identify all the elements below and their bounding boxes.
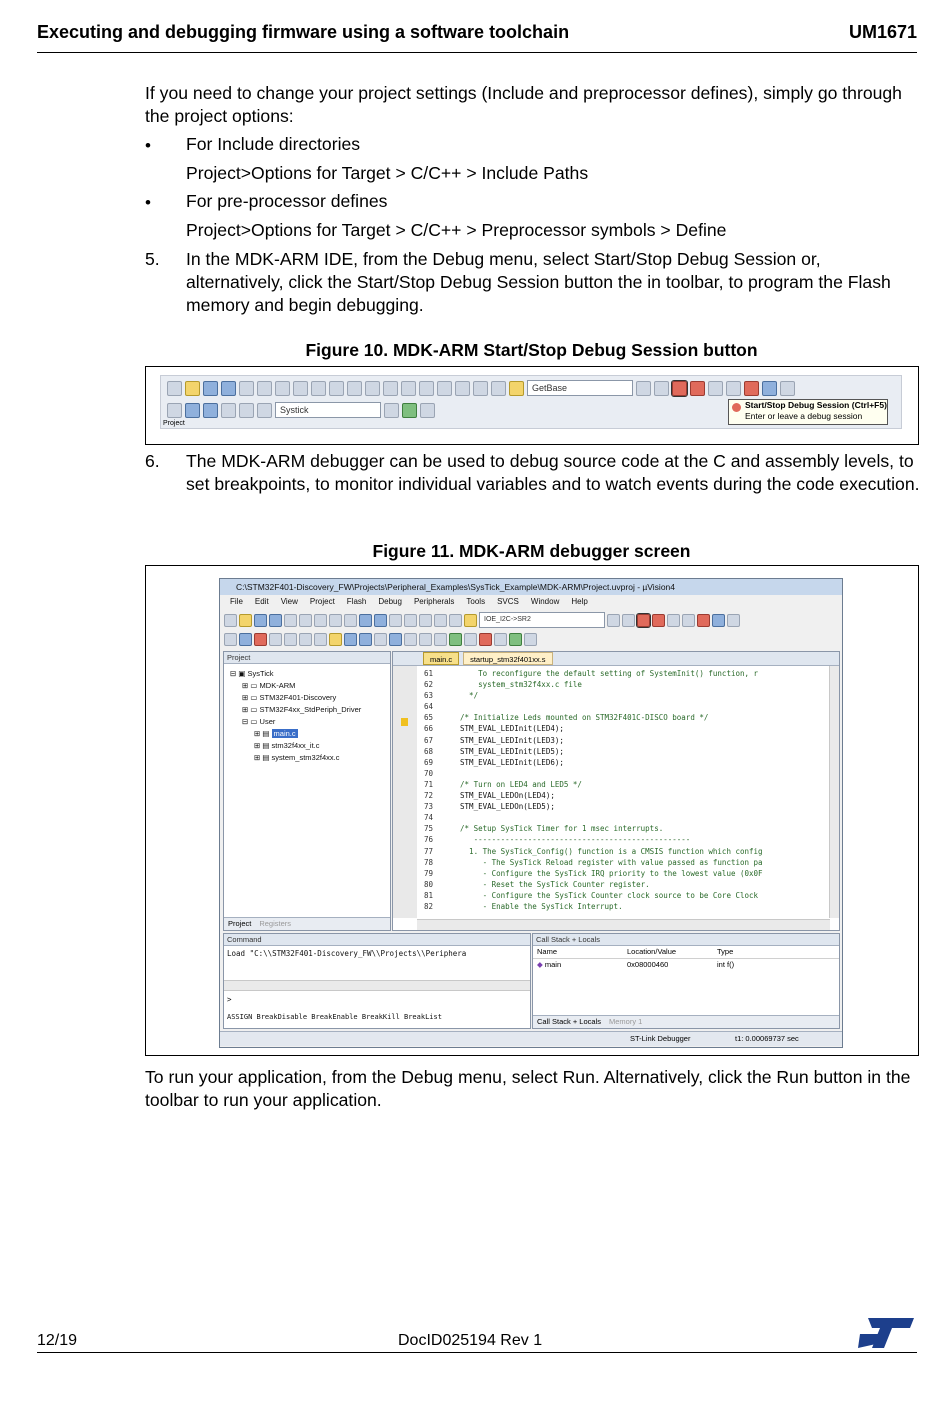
document-code: UM1671 (848, 22, 917, 42)
bookmark-prev-icon[interactable] (404, 614, 417, 627)
code-line: ------------------------------------------------ (451, 835, 691, 845)
menu-flash[interactable]: Flash (346, 597, 367, 606)
figure-11-frame (145, 565, 919, 1056)
step-5-text: In the MDK-ARM IDE, from the Debug menu, select Start/Stop Debug Session or, alternatively, click the Start/Stop Debug Session button the in toolbar, to program the Flash memory and begin debugging. (186, 249, 891, 315)
toolbox-icon[interactable] (509, 633, 522, 646)
menu-peripherals[interactable]: Peripherals (413, 597, 455, 606)
bookmark-next-icon[interactable] (401, 381, 416, 396)
line-number: 79 (423, 868, 433, 878)
line-number: 70 (423, 768, 433, 778)
run-icon[interactable] (239, 633, 252, 646)
call-stack-columns (533, 946, 839, 959)
tree-item-system-c[interactable]: ⊞ ▤ system_stm32f4xx.c (254, 753, 340, 762)
start-stop-debug-session-icon[interactable] (672, 381, 687, 396)
line-number: 66 (423, 724, 433, 734)
column-location-value[interactable]: Location/Value (627, 947, 677, 956)
save-icon[interactable] (203, 381, 218, 396)
call-stack-pane-header: Call Stack + Locals (533, 934, 839, 946)
editor-tab-main-c[interactable]: main.c (423, 652, 459, 665)
code-line: system_stm32f4xx.c file (451, 680, 582, 690)
editor-tabs (393, 652, 839, 666)
bullet-include-label: For Include directories (186, 134, 361, 154)
menu-view[interactable]: View (280, 597, 298, 606)
paste-icon[interactable] (314, 614, 327, 627)
line-number: 62 (423, 680, 433, 690)
column-name[interactable]: Name (537, 947, 558, 956)
line-number: 76 (423, 835, 433, 845)
disassembly-window-icon[interactable] (359, 633, 372, 646)
debug-icon (732, 403, 741, 412)
line-number: 72 (423, 791, 433, 801)
tab-registers[interactable]: Registers (259, 919, 292, 928)
line-number: 67 (423, 735, 433, 745)
code-line: /* Setup SysTick Timer for 1 msec interrupts. (451, 824, 664, 834)
trace-window-icon[interactable] (479, 633, 492, 646)
kill-breakpoints-icon[interactable] (726, 381, 741, 396)
editor-scrollbar[interactable] (829, 666, 839, 918)
line-number: 81 (423, 890, 433, 900)
open-file-icon[interactable] (239, 614, 252, 627)
code-line: - Configure the SysTick Counter clock source to be Core Clock (451, 890, 759, 900)
code-line: 1. The SysTick_Config() function is a CMSIS function which config (451, 846, 763, 856)
editor-pane (392, 651, 840, 931)
watch-window-icon[interactable] (419, 633, 432, 646)
code-line: To reconfigure the default setting of SystemInit() function, r (451, 669, 759, 678)
current-line-arrow-icon (401, 718, 408, 726)
code-line: STM_EVAL_LEDOn(LED4); (451, 791, 555, 801)
step-icon[interactable] (269, 633, 282, 646)
toolbar-row-2 (167, 400, 435, 420)
step-number: 5. (145, 249, 160, 269)
find-combo[interactable]: GetBase (527, 380, 633, 396)
batch-build-icon[interactable] (221, 403, 236, 418)
line-number: 77 (423, 846, 433, 856)
tooltip-description: Enter or leave a debug session (745, 411, 863, 421)
window-titlebar (220, 579, 842, 595)
menu-tools[interactable]: Tools (466, 597, 486, 606)
unindent-icon[interactable] (449, 614, 462, 627)
line-number: 69 (423, 757, 433, 767)
menu-window[interactable]: Window (530, 597, 560, 606)
cut-icon[interactable] (239, 381, 254, 396)
nav-back-icon[interactable] (359, 614, 372, 627)
nav-forward-icon[interactable] (374, 614, 387, 627)
new-file-icon[interactable] (167, 381, 182, 396)
memory-window-icon[interactable] (434, 633, 447, 646)
save-all-icon[interactable] (221, 381, 236, 396)
breakpoint-icon[interactable] (652, 614, 665, 627)
menu-svcs[interactable]: SVCS (497, 597, 519, 606)
intro-paragraph: If you need to change your project settings (Include and preprocessor defines), simply go through the project options: (145, 83, 902, 126)
cut-icon[interactable] (284, 614, 297, 627)
redo-icon[interactable] (311, 381, 326, 396)
paste-icon[interactable] (275, 381, 290, 396)
stop-icon[interactable] (254, 633, 267, 646)
show-next-statement-icon[interactable] (329, 633, 342, 646)
bullet-include-path: Project>Options for Target > C/C++ > Include Paths (186, 163, 589, 183)
window-title: C:\STM32F401-Discovery_FW\Projects\Peripheral_Examples\SysTick_Example\MDK-ARM\Project.uvproj - µVision4 (236, 582, 676, 592)
debug-session-tooltip (728, 399, 888, 425)
step-6-text: The MDK-ARM debugger can be used to debug source code at the C and assembly levels, to set breakpoints, to monitor individual variables and to watch events during the code execution. (186, 451, 920, 494)
symbols-window-icon[interactable] (374, 633, 387, 646)
target-options-icon[interactable] (384, 403, 399, 418)
undo-icon[interactable] (293, 381, 308, 396)
bookmark-clear-icon[interactable] (419, 381, 434, 396)
command-pane (223, 933, 531, 1029)
debug-settings-icon[interactable] (524, 633, 537, 646)
undo-icon[interactable] (329, 614, 342, 627)
project-pane (223, 651, 391, 931)
select-packs-icon[interactable] (420, 403, 435, 418)
call-stack-name: ◆ main (537, 960, 562, 969)
code-line: STM_EVAL_LEDOn(LED5); (451, 802, 555, 812)
save-icon[interactable] (254, 614, 267, 627)
project-pane-tabs (224, 917, 391, 930)
code-line: STM_EVAL_LEDInit(LED6); (451, 757, 564, 767)
debugger-screenshot (219, 578, 843, 1048)
open-file-icon[interactable] (185, 381, 200, 396)
editor-hscrollbar[interactable] (417, 919, 830, 930)
column-type[interactable]: Type (717, 947, 734, 956)
code-line: */ (451, 691, 479, 701)
tab-project[interactable]: Project (228, 919, 252, 928)
line-number: 71 (423, 779, 433, 789)
kill-breakpoints-icon[interactable] (682, 614, 695, 627)
code-line: STM_EVAL_LEDInit(LED4); (451, 724, 564, 734)
tree-item-mdk-arm[interactable]: ⊞ ▭ MDK-ARM (242, 681, 296, 690)
line-number: 80 (423, 879, 433, 889)
tools-icon[interactable] (727, 614, 740, 627)
st-logo (858, 1316, 914, 1350)
analysis-window-icon[interactable] (464, 633, 477, 646)
code-line (451, 701, 831, 712)
command-prompt[interactable]: > (227, 995, 232, 1004)
code-line: - Enable the SysTick Interrupt. (451, 901, 623, 911)
menu-file[interactable]: File (230, 597, 243, 606)
status-time: t1: 0.00069737 sec (735, 1034, 799, 1043)
tab-memory-1[interactable]: Memory 1 (609, 1017, 643, 1026)
status-debugger: ST-Link Debugger (630, 1034, 691, 1043)
stop-build-icon[interactable] (239, 403, 254, 418)
comment-icon[interactable] (473, 381, 488, 396)
step-over-icon[interactable] (284, 633, 297, 646)
watch-combo[interactable]: IOE_I2C->SR2 (479, 612, 605, 628)
code-line: STM_EVAL_LEDInit(LED3); (451, 735, 564, 745)
configure-icon[interactable] (744, 381, 759, 396)
line-numbers (417, 668, 433, 912)
figure-10-caption: Figure 10. MDK-ARM Start/Stop Debug Session button (305, 340, 758, 360)
window-icon[interactable] (762, 381, 777, 396)
function-icon: ◆ (537, 960, 543, 969)
tree-item-stdperiph[interactable]: ⊞ ▭ STM32F4xx_StdPeriph_Driver (242, 705, 362, 714)
reset-icon[interactable] (224, 633, 237, 646)
line-number: 73 (423, 802, 433, 812)
code-line (451, 768, 831, 779)
breakpoint-icon[interactable] (690, 381, 705, 396)
page-number: 12/19 (37, 1332, 78, 1349)
tab-call-stack-locals[interactable]: Call Stack + Locals (537, 1017, 601, 1026)
download-icon[interactable] (257, 403, 272, 418)
translate-icon[interactable] (167, 403, 182, 418)
copy-icon[interactable] (257, 381, 272, 396)
run-to-cursor-icon[interactable] (314, 633, 327, 646)
tree-item-user[interactable]: ⊟ ▭ User (242, 717, 276, 726)
project-tree (224, 664, 390, 764)
call-stack-row[interactable] (533, 959, 839, 971)
closing-paragraph: To run your application, from the Debug menu, select Run. Alternatively, click the Run button in the toolbar to run your application. (145, 1067, 911, 1110)
command-output: Load "C:\\STM32F401-Discovery_FW\\Projects\\Periphera (227, 949, 467, 958)
line-number: 75 (423, 824, 433, 834)
find-icon[interactable] (636, 381, 651, 396)
command-window-icon[interactable] (344, 633, 357, 646)
call-stack-window-icon[interactable] (404, 633, 417, 646)
code-line (451, 812, 831, 823)
target-combo[interactable]: Systick (275, 402, 381, 418)
disable-breakpoint-icon[interactable] (708, 381, 723, 396)
menu-debug[interactable]: Debug (378, 597, 402, 606)
line-number: 68 (423, 746, 433, 756)
call-stack-tabs (533, 1015, 840, 1028)
line-number: 82 (423, 901, 433, 911)
unindent-icon[interactable] (455, 381, 470, 396)
menu-project[interactable]: Project (309, 597, 335, 606)
step-number: 6. (145, 451, 160, 471)
source-code[interactable] (451, 668, 831, 912)
editor-tab-startup[interactable]: startup_stm32f401xx.s (463, 652, 552, 665)
bookmark-next-icon[interactable] (419, 614, 432, 627)
code-line: - The SysTick Reload register with value passed as function pa (451, 857, 763, 867)
rebuild-icon[interactable] (203, 403, 218, 418)
tree-item-it-c[interactable]: ⊞ ▤ stm32f4xx_it.c (254, 741, 320, 750)
tools-icon[interactable] (780, 381, 795, 396)
running-header-title: Executing and debugging firmware using a software toolchain (37, 22, 570, 42)
bullet-marker: • (145, 193, 151, 212)
code-line: STM_EVAL_LEDInit(LED5); (451, 746, 564, 756)
start-stop-debug-session-icon[interactable] (637, 614, 650, 627)
project-pane-label: Project (163, 420, 185, 427)
line-number: 78 (423, 857, 433, 867)
menu-bar (220, 597, 588, 609)
footer-rule (37, 1352, 917, 1353)
indent-icon[interactable] (434, 614, 447, 627)
tree-item-systick[interactable]: ⊟ ▣ SysTick (230, 669, 274, 678)
configure-icon[interactable] (697, 614, 710, 627)
command-help-line: ASSIGN BreakDisable BreakEnable BreakKill BreakList (227, 1013, 442, 1021)
code-line: /* Turn on LED4 and LED5 */ (451, 779, 582, 789)
bullet-define-label: For pre-processor defines (186, 191, 388, 211)
redo-icon[interactable] (344, 614, 357, 627)
bookmark-prev-icon[interactable] (383, 381, 398, 396)
figure-10-frame (145, 366, 919, 445)
st-logo-icon (858, 1316, 914, 1350)
build-icon[interactable] (185, 403, 200, 418)
line-number: 65 (423, 713, 433, 723)
debugger-toolbar-1 (224, 612, 740, 628)
command-pane-header: Command (224, 934, 530, 946)
bookmark-icon[interactable] (389, 614, 402, 627)
code-line: - Configure the SysTick IRQ priority to the lowest value (0x0F (451, 868, 763, 878)
copy-icon[interactable] (299, 614, 312, 627)
line-number: 64 (423, 702, 433, 712)
call-stack-pane (532, 933, 840, 1029)
new-file-icon[interactable] (224, 614, 237, 627)
uncomment-icon[interactable] (491, 381, 506, 396)
tooltip-title: Start/Stop Debug Session (Ctrl+F5) (745, 400, 887, 410)
header-rule (37, 52, 917, 53)
registers-window-icon[interactable] (389, 633, 402, 646)
serial-window-icon[interactable] (449, 633, 462, 646)
figure-11-caption: Figure 11. MDK-ARM debugger screen (372, 541, 691, 561)
indent-icon[interactable] (437, 381, 452, 396)
toolbar-row-1 (167, 378, 795, 398)
debugger-toolbar-2 (224, 631, 537, 647)
nav-forward-icon[interactable] (347, 381, 362, 396)
save-all-icon[interactable] (269, 614, 282, 627)
incremental-find-icon[interactable] (622, 614, 635, 627)
call-stack-type: int f() (717, 960, 735, 969)
find-in-files-icon[interactable] (509, 381, 524, 396)
bookmark-icon[interactable] (365, 381, 380, 396)
code-line: /* Initialize Leds mounted on STM32F401C-DISCO board */ (451, 713, 709, 723)
bullet-marker: • (145, 136, 151, 155)
incremental-find-icon[interactable] (654, 381, 669, 396)
find-in-files-icon[interactable] (464, 614, 477, 627)
status-bar (220, 1031, 842, 1046)
menu-edit[interactable]: Edit (254, 597, 269, 606)
line-number: 61 (423, 669, 433, 678)
disable-breakpoint-icon[interactable] (667, 614, 680, 627)
command-hscrollbar[interactable] (224, 980, 530, 991)
call-stack-value: 0x08000460 (627, 960, 669, 969)
line-number: 63 (423, 691, 433, 701)
bullet-define-path: Project>Options for Target > C/C++ > Preprocessor symbols > Define (186, 220, 727, 240)
tree-item-main-c[interactable]: ⊞ ▤ main.c (254, 729, 296, 738)
editor-gutter (393, 666, 417, 918)
manage-components-icon[interactable] (402, 403, 417, 418)
document-id: DocID025194 Rev 1 (398, 1332, 543, 1349)
step-out-icon[interactable] (299, 633, 312, 646)
code-line: - Reset the SysTick Counter register. (451, 879, 650, 889)
project-pane-header: Project (224, 652, 390, 664)
system-viewer-icon[interactable] (494, 633, 507, 646)
window-icon[interactable] (712, 614, 725, 627)
nav-back-icon[interactable] (329, 381, 344, 396)
tree-item-discovery[interactable]: ⊞ ▭ STM32F401-Discovery (242, 693, 337, 702)
find-icon[interactable] (607, 614, 620, 627)
line-number: 74 (423, 813, 433, 823)
menu-help[interactable]: Help (571, 597, 588, 606)
